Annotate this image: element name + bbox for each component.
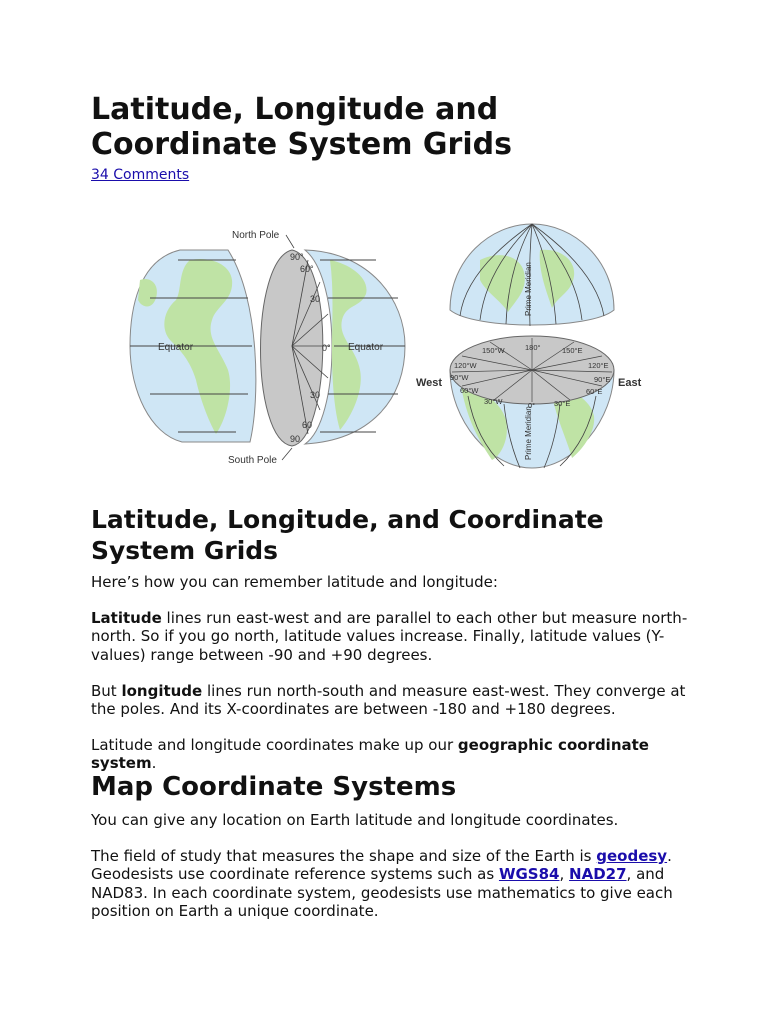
article-header xyxy=(91,92,691,183)
link-separator: , xyxy=(559,865,570,884)
prime-meridian-top-label: Prime Meridian xyxy=(524,262,533,316)
lon-120w: 120°W xyxy=(454,361,477,370)
lon-150e: 150°E xyxy=(562,346,583,355)
lower-longitude-hemisphere xyxy=(416,336,642,468)
upper-longitude-hemisphere xyxy=(450,224,614,326)
lat-60-top: 60° xyxy=(300,264,314,274)
geodesy-paragraph xyxy=(91,847,691,920)
lat-30-top: 30 xyxy=(310,294,321,304)
equator-right-label: Equator xyxy=(348,342,384,353)
section1-heading-line2: System Grids xyxy=(91,536,279,565)
lon-150w: 150°W xyxy=(482,346,505,355)
lon-90w: 90°W xyxy=(450,373,469,382)
gcs-paragraph xyxy=(91,736,691,773)
longitude-text: lines run north-south and measure east-west. They converge at the poles. And its X-coordinates are between -180 and +180 degrees. xyxy=(91,682,686,719)
lon-60e: 60°E xyxy=(586,387,603,396)
article-title-line2: Coordinate System Grids xyxy=(91,127,512,162)
south-pole-label: South Pole xyxy=(228,455,277,466)
north-pole-label: North Pole xyxy=(232,230,280,241)
lat-90-top: 90° xyxy=(290,252,304,262)
lon-30e: 30°E xyxy=(554,399,571,408)
equator-left-label: Equator xyxy=(158,342,194,353)
geodesy-link[interactable]: geodesy xyxy=(596,847,668,865)
wgs84-link[interactable]: WGS84 xyxy=(498,865,560,884)
latitude-text: lines run east-west and are parallel to each other but measure north-north. So if you go north, latitude values increase. Finally, latitude values (Y-values) range between -90 and +90 degrees. xyxy=(91,609,688,664)
east-label: East xyxy=(618,377,642,389)
lat-0: 0° xyxy=(322,343,331,353)
lon-60w: 60°W xyxy=(460,386,479,395)
lon-180: 180° xyxy=(525,343,541,352)
geodesy-suffix: , and NAD83. In each coordinate system, geodesists use mathematics to give each position on Earth a unique coordinate. xyxy=(91,865,673,920)
longitude-prefix: But xyxy=(91,682,122,700)
lat-30-bottom: 30 xyxy=(310,390,321,400)
lon-90e: 90°E xyxy=(594,375,611,384)
section1-heading-line1: Latitude, Longitude, and Coordinate xyxy=(91,505,604,534)
lon-120e: 120°E xyxy=(588,361,609,370)
longitude-paragraph xyxy=(91,682,691,719)
gcs-term: geographic coordinate system xyxy=(91,736,649,773)
section1-intro: Here’s how you can remember latitude and longitude: xyxy=(91,573,498,591)
prime-meridian-bottom-label: Prime Meridian xyxy=(524,406,533,460)
gcs-prefix: Latitude and longitude coordinates make up our xyxy=(91,736,458,754)
section2-heading: Map Coordinate Systems xyxy=(91,772,457,802)
geodesy-mid: . Geodesists use coordinate reference systems such as xyxy=(91,847,672,884)
section1-heading xyxy=(91,504,691,566)
nad27-link[interactable]: NAD27 xyxy=(569,865,627,884)
left-hemisphere xyxy=(130,250,256,442)
latitude-term: Latitude xyxy=(91,609,162,627)
article-title xyxy=(91,92,691,162)
longitude-term: longitude xyxy=(121,682,203,700)
lat-60-bottom: 60 xyxy=(302,420,313,430)
latitude-longitude-figure xyxy=(120,220,660,470)
geodesy-prefix: The field of study that measures the shape and size of the Earth is xyxy=(91,847,597,865)
article-title-line1: Latitude, Longitude and xyxy=(91,92,499,127)
west-label: West xyxy=(416,377,443,389)
lat-90-bottom: 90 xyxy=(290,434,301,444)
section2-intro: You can give any location on Earth latitude and longitude coordinates. xyxy=(91,811,619,829)
gcs-suffix: . xyxy=(151,754,157,773)
lon-0: 0° xyxy=(528,401,536,410)
lon-30w: 30°W xyxy=(484,397,503,406)
comments-link[interactable]: 34 Comments xyxy=(91,167,190,183)
latitude-paragraph xyxy=(91,609,691,664)
